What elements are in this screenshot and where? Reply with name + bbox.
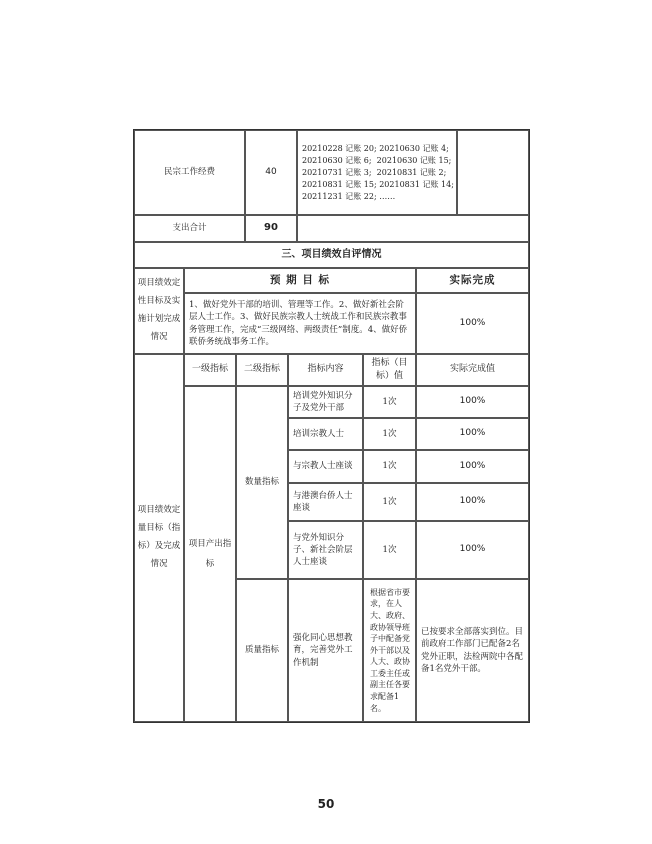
indicator-content-2: 培训宗教人士 xyxy=(288,418,363,450)
indicator-content-3: 与宗教人士座谈 xyxy=(288,450,363,483)
expense-item-label: 民宗工作经费 xyxy=(134,130,245,215)
expense-item-note xyxy=(457,130,529,215)
indicator-target-5: 1次 xyxy=(363,521,416,579)
header-target-value: 指标（目标）值 xyxy=(363,354,416,386)
indicator-content-5: 与党外知识分子、新社会阶层人士座谈 xyxy=(288,521,363,579)
page-number: 50 xyxy=(317,797,335,811)
indicator-actual-4: 100% xyxy=(416,483,529,521)
qualitative-goal-label: 项目绩效定性目标及实施计划完成情况 xyxy=(134,268,184,354)
expected-goal-text: 1、做好党外干部的培训、管理等工作。2、做好新社会阶层人士工作。3、做好民族宗教人士统战工作和民族宗教事务管理工作，完成“三级网络、两级责任”制度。4、做好侨联侨务统战事务工作。 xyxy=(184,293,416,354)
indicator-target-1: 1次 xyxy=(363,386,416,418)
quantitative-goal-label: 项目绩效定量目标（指标）及完成情况 xyxy=(134,354,184,722)
indicator-target-3: 1次 xyxy=(363,450,416,483)
expense-item-records: 20210228 记账 20; 20210630 记账 4; 20210630 记账 6; 20210630 记账 15; 20210731 记账 3; 20210831 记账 2; 20210831 记账 15; 20210831 记账 14; 20211231 记账 22; …… xyxy=(297,130,457,215)
indicator-content-4: 与港澳台侨人士座谈 xyxy=(288,483,363,521)
expected-goal-header: 预 期 目 标 xyxy=(184,268,416,293)
quantity-indicator-label: 数量指标 xyxy=(236,386,288,579)
quality-indicator-target: 根据省市要求，在人大、政府、政协领导班子中配备党外干部以及人大、政协工委主任或副主任各要求配备1名。 xyxy=(363,579,416,722)
header-actual-value: 实际完成值 xyxy=(416,354,529,386)
indicator-target-2: 1次 xyxy=(363,418,416,450)
total-empty xyxy=(297,215,529,242)
quality-indicator-content: 强化同心思想教育，完善党外工作机制 xyxy=(288,579,363,722)
level1-indicator-name: 项目产出指标 xyxy=(184,386,236,722)
indicator-actual-5: 100% xyxy=(416,521,529,579)
indicator-content-1: 培训党外知识分子及党外干部 xyxy=(288,386,363,418)
actual-completion-value: 100% xyxy=(416,293,529,354)
indicator-target-4: 1次 xyxy=(363,483,416,521)
performance-table xyxy=(133,129,530,723)
header-level2: 二级指标 xyxy=(236,354,288,386)
total-label: 支出合计 xyxy=(134,215,245,242)
expense-item-amount: 40 xyxy=(245,130,297,215)
indicator-actual-1: 100% xyxy=(416,386,529,418)
indicator-actual-3: 100% xyxy=(416,450,529,483)
total-value: 90 xyxy=(245,215,297,242)
actual-completion-header: 实际完成 xyxy=(416,268,529,293)
section-title: 三、项目绩效自评情况 xyxy=(134,242,529,268)
header-level1: 一级指标 xyxy=(184,354,236,386)
quality-indicator-actual: 已按要求全部落实到位。目前政府工作部门已配备2名党外正职，法检两院中各配备1名党外干部。 xyxy=(416,579,529,722)
indicator-actual-2: 100% xyxy=(416,418,529,450)
quality-indicator-label: 质量指标 xyxy=(236,579,288,722)
header-content: 指标内容 xyxy=(288,354,363,386)
